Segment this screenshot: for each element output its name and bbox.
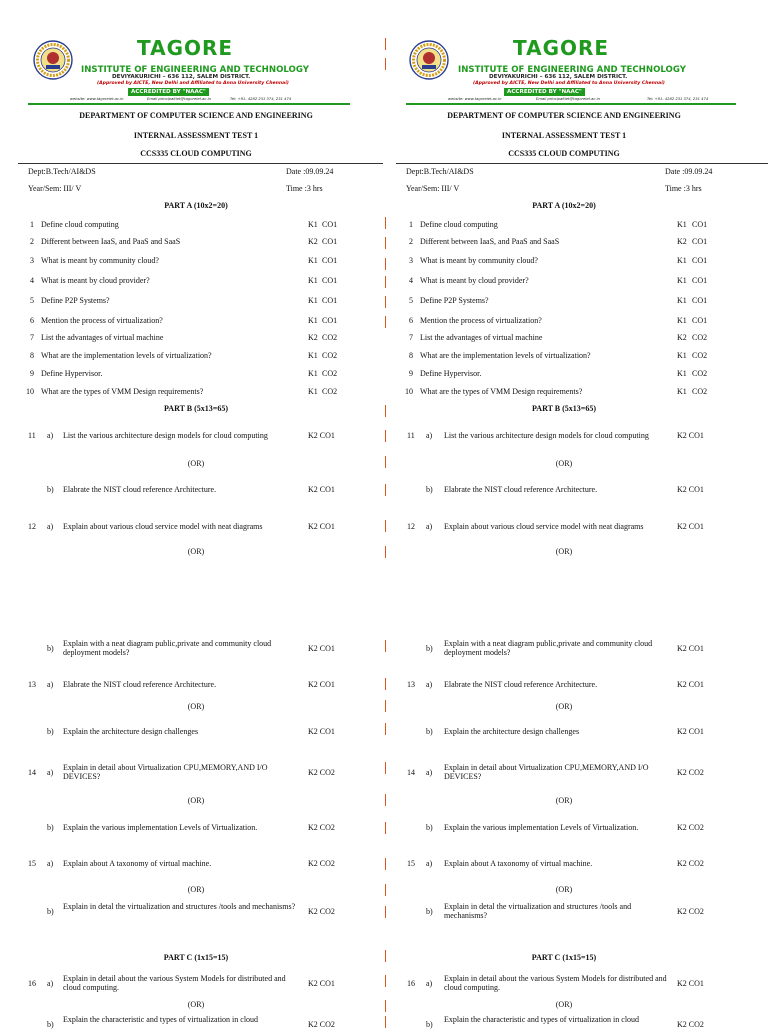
question-text: What is meant by cloud provider? <box>420 276 529 285</box>
question-number: 12 <box>407 522 415 531</box>
question-number: 16 <box>407 979 415 988</box>
course-outcome: CO2 <box>692 387 708 396</box>
date-label: Date :09.09.24 <box>286 167 334 176</box>
marks-code: K2 CO1 <box>308 644 335 653</box>
question-number: 11 <box>28 431 36 440</box>
test-title: INTERNAL ASSESSMENT TEST 1 <box>133 131 259 140</box>
question-text: Explain in detail about Virtualization CPU,MEMORY,AND I/O DEVICES? <box>444 763 649 781</box>
separator-mark <box>385 975 386 987</box>
marks-code: K2 CO2 <box>308 768 335 777</box>
separator-mark <box>385 858 386 870</box>
question-number: 12 <box>28 522 36 531</box>
marks-code: K2 CO2 <box>677 907 704 916</box>
sub-label: a) <box>47 431 54 440</box>
separator-mark <box>385 316 386 328</box>
marks-code: K2 CO2 <box>308 859 335 868</box>
phone-text: Tel: +91- 4282 231 374, 231 474 <box>647 97 709 101</box>
knowledge-level: K1 <box>308 351 318 360</box>
knowledge-level: K1 <box>677 351 687 360</box>
time-label: Time :3 hrs <box>286 184 323 193</box>
or-label: (OR) <box>187 885 205 894</box>
sub-label: b) <box>426 644 433 653</box>
year-label: Year/Sem: III/ V <box>28 184 82 193</box>
part-c-title: PART C (1x15=15) <box>163 953 229 962</box>
separator-mark <box>385 794 386 806</box>
header-divider <box>28 103 350 105</box>
part-c-title: PART C (1x15=15) <box>531 953 597 962</box>
separator-mark <box>385 58 386 70</box>
separator-mark <box>385 520 386 532</box>
sub-label: a) <box>426 431 433 440</box>
sub-label: a) <box>426 522 433 531</box>
question-text: Mention the process of virtualization? <box>420 316 542 325</box>
college-logo <box>409 40 449 80</box>
knowledge-level: K1 <box>308 256 318 265</box>
question-number: 3 <box>409 256 413 265</box>
paper-copy-right <box>386 0 768 1029</box>
separator-mark <box>385 217 386 229</box>
marks-code: K2 CO1 <box>677 485 704 494</box>
or-label: (OR) <box>555 885 573 894</box>
knowledge-level: K2 <box>677 333 687 342</box>
question-text: What are the types of VMM Design requirements? <box>420 387 583 396</box>
question-number: 6 <box>409 316 413 325</box>
course-outcome: CO1 <box>692 256 708 265</box>
separator-mark <box>385 762 386 774</box>
question-number: 4 <box>409 276 413 285</box>
course-outcome: CO1 <box>322 256 338 265</box>
sub-label: b) <box>426 485 433 494</box>
test-title: INTERNAL ASSESSMENT TEST 1 <box>501 131 627 140</box>
question-text: What is meant by community cloud? <box>420 256 538 265</box>
question-text: Explain the various implementation Levels of Virtualization. <box>63 823 258 832</box>
separator-mark <box>385 1016 386 1028</box>
college-name: TAGORE <box>513 36 610 60</box>
question-number: 6 <box>30 316 34 325</box>
approval-line: (Approved by AICTE, New Delhi and Affiliated to Anna University Chennai) <box>97 81 289 86</box>
question-text: What are the types of VMM Design requirements? <box>41 387 204 396</box>
sub-label: a) <box>426 680 433 689</box>
knowledge-level: K1 <box>308 316 318 325</box>
question-number: 15 <box>28 859 36 868</box>
sub-label: b) <box>47 823 54 832</box>
email-text: Email principaltiet@tagoreiet.ac.in <box>536 97 600 101</box>
question-number: 16 <box>28 979 36 988</box>
question-number: 1 <box>409 220 413 229</box>
question-number: 4 <box>30 276 34 285</box>
table-rule <box>396 163 768 164</box>
question-text: Explain about various cloud service model with neat diagrams <box>63 522 263 531</box>
separator-mark <box>385 640 386 652</box>
marks-code: K2 CO1 <box>677 979 704 988</box>
question-text: Elabrate the NIST cloud reference Architecture. <box>63 485 217 494</box>
question-text: Explain with a neat diagram public,private and community cloud deployment models? <box>63 639 272 657</box>
question-text: Define P2P Systems? <box>41 296 110 305</box>
course-title: CCS335 CLOUD COMPUTING <box>508 149 620 158</box>
question-number: 3 <box>30 256 34 265</box>
knowledge-level: K1 <box>677 316 687 325</box>
sub-label: a) <box>47 859 54 868</box>
question-number: 13 <box>407 680 415 689</box>
website-text: website: www.tagoreiet.ac.in <box>448 97 502 101</box>
sub-label: b) <box>47 644 54 653</box>
separator-mark <box>385 723 386 735</box>
time-label: Time :3 hrs <box>665 184 702 193</box>
question-number: 9 <box>409 369 413 378</box>
separator-mark <box>385 38 386 50</box>
sub-label: a) <box>47 680 54 689</box>
email-text: Email principaltiet@tagoreiet.ac.in <box>147 97 211 101</box>
institute-name: INSTITUTE OF ENGINEERING AND TECHNOLOGY <box>81 65 309 75</box>
college-name: TAGORE <box>137 36 234 60</box>
course-outcome: CO1 <box>692 237 708 246</box>
separator-mark <box>385 296 386 308</box>
question-number: 7 <box>409 333 413 342</box>
question-text: Elabrate the NIST cloud reference Architecture. <box>444 680 598 689</box>
marks-code: K2 CO1 <box>308 522 335 531</box>
marks-code: K2 CO1 <box>677 727 704 736</box>
sub-label: b) <box>426 823 433 832</box>
question-number: 14 <box>407 768 415 777</box>
question-text: Explain about A taxonomy of virtual machine. <box>63 859 212 868</box>
knowledge-level: K2 <box>308 237 318 246</box>
college-logo <box>33 40 73 80</box>
question-text: Explain the architecture design challenges <box>63 727 199 736</box>
question-text: Explain in detal the virtualization and structures /tools and mechanisms? <box>63 902 296 911</box>
sub-label: a) <box>47 979 54 988</box>
knowledge-level: K1 <box>308 387 318 396</box>
question-number: 1 <box>30 220 34 229</box>
sub-label: b) <box>47 727 54 736</box>
accreditation-badge: ACCREDITED BY "NAAC" <box>504 88 585 96</box>
sub-label: b) <box>426 727 433 736</box>
question-text: Explain in detal the virtualization and structures /tools and mechanisms? <box>444 902 632 920</box>
question-text: Explain the architecture design challenges <box>444 727 580 736</box>
separator-mark <box>385 546 386 558</box>
separator-mark <box>385 456 386 468</box>
course-outcome: CO2 <box>692 369 708 378</box>
knowledge-level: K1 <box>308 296 318 305</box>
separator-mark <box>385 258 386 270</box>
accreditation-badge: ACCREDITED BY "NAAC" <box>128 88 209 96</box>
separator-mark <box>385 430 386 442</box>
or-label: (OR) <box>555 547 573 556</box>
course-outcome: CO1 <box>322 296 338 305</box>
knowledge-level: K1 <box>308 369 318 378</box>
separator-mark <box>385 484 386 496</box>
question-text: Elabrate the NIST cloud reference Architecture. <box>444 485 598 494</box>
marks-code: K2 CO1 <box>308 727 335 736</box>
course-title: CCS335 CLOUD COMPUTING <box>140 149 252 158</box>
question-text: Explain in detail about the various System Models for distributed and cloud computing. <box>444 974 667 992</box>
dept-label: Dept:B.Tech/AI&DS <box>406 167 474 176</box>
marks-code: K2 CO2 <box>308 1020 335 1029</box>
or-label: (OR) <box>555 796 573 805</box>
question-text: What are the implementation levels of virtualization? <box>420 351 591 360</box>
course-outcome: CO1 <box>322 276 338 285</box>
knowledge-level: K2 <box>308 333 318 342</box>
marks-code: K2 CO2 <box>677 859 704 868</box>
or-label: (OR) <box>187 796 205 805</box>
sub-label: a) <box>426 859 433 868</box>
question-text: Explain with a neat diagram public,private and community cloud deployment models? <box>444 639 653 657</box>
knowledge-level: K1 <box>677 276 687 285</box>
separator-mark <box>385 950 386 962</box>
separator-mark <box>385 405 386 417</box>
or-label: (OR) <box>187 702 205 711</box>
question-text: Mention the process of virtualization? <box>41 316 163 325</box>
separator-mark <box>385 237 386 249</box>
knowledge-level: K1 <box>677 369 687 378</box>
question-text: List the advantages of virtual machine <box>41 333 164 342</box>
marks-code: K2 CO1 <box>677 680 704 689</box>
question-number: 7 <box>30 333 34 342</box>
sub-label: b) <box>47 1020 54 1029</box>
course-outcome: CO2 <box>692 333 708 342</box>
question-text: What is meant by cloud provider? <box>41 276 150 285</box>
year-label: Year/Sem: III/ V <box>406 184 460 193</box>
separator-mark <box>385 276 386 288</box>
table-rule <box>18 163 383 164</box>
separator-mark <box>385 822 386 834</box>
college-address: DEVIYAKURICHI – 636 112, SALEM DISTRICT. <box>112 74 251 80</box>
marks-code: K2 CO1 <box>677 522 704 531</box>
question-text: Define P2P Systems? <box>420 296 489 305</box>
dept-label: Dept:B.Tech/AI&DS <box>28 167 96 176</box>
part-b-title: PART B (5x13=65) <box>532 404 596 413</box>
course-outcome: CO2 <box>322 351 338 360</box>
institute-name: INSTITUTE OF ENGINEERING AND TECHNOLOGY <box>458 65 686 75</box>
college-address: DEVIYAKURICHI – 636 112, SALEM DISTRICT. <box>489 74 628 80</box>
marks-code: K2 CO1 <box>677 431 704 440</box>
separator-mark <box>385 884 386 896</box>
question-number: 10 <box>26 387 34 396</box>
sub-label: b) <box>47 907 54 916</box>
marks-code: K2 CO2 <box>677 768 704 777</box>
or-label: (OR) <box>187 547 205 556</box>
question-text: Explain the characteristic and types of virtualization in cloud <box>444 1015 640 1024</box>
question-number: 11 <box>407 431 415 440</box>
course-outcome: CO1 <box>692 276 708 285</box>
question-text: List the various architecture design models for cloud computing <box>63 431 268 440</box>
course-outcome: CO1 <box>322 220 338 229</box>
course-outcome: CO2 <box>692 351 708 360</box>
sub-label: a) <box>47 768 54 777</box>
marks-code: K2 CO2 <box>677 823 704 832</box>
question-text: Define Hypervisor. <box>420 369 482 378</box>
approval-line: (Approved by AICTE, New Delhi and Affiliated to Anna University Chennai) <box>473 81 665 86</box>
question-text: Define cloud computing <box>420 220 498 229</box>
knowledge-level: K1 <box>677 220 687 229</box>
part-a-title: PART A (10x2=20) <box>164 201 228 210</box>
marks-code: K2 CO2 <box>308 823 335 832</box>
sub-label: b) <box>426 907 433 916</box>
question-text: Explain the characteristic and types of virtualization in cloud <box>63 1015 259 1024</box>
date-label: Date :09.09.24 <box>665 167 713 176</box>
sub-label: b) <box>426 1020 433 1029</box>
knowledge-level: K1 <box>308 276 318 285</box>
question-number: 2 <box>30 237 34 246</box>
question-text: Elabrate the NIST cloud reference Architecture. <box>63 680 217 689</box>
header-divider <box>406 103 736 105</box>
department-title: DEPARTMENT OF COMPUTER SCIENCE AND ENGINEERING <box>79 111 313 120</box>
separator-mark <box>385 906 386 918</box>
question-text: What are the implementation levels of virtualization? <box>41 351 212 360</box>
phone-text: Tel: +91- 4282 231 374, 231 474 <box>230 97 292 101</box>
website-text: website: www.tagoreiet.ac.in <box>70 97 124 101</box>
part-a-title: PART A (10x2=20) <box>532 201 596 210</box>
course-outcome: CO2 <box>322 369 338 378</box>
knowledge-level: K1 <box>677 256 687 265</box>
course-outcome: CO1 <box>322 237 338 246</box>
knowledge-level: K1 <box>677 387 687 396</box>
question-number: 8 <box>30 351 34 360</box>
marks-code: K2 CO1 <box>677 644 704 653</box>
course-outcome: CO2 <box>322 387 338 396</box>
knowledge-level: K2 <box>677 237 687 246</box>
marks-code: K2 CO1 <box>308 680 335 689</box>
separator-mark <box>385 1000 386 1012</box>
course-outcome: CO1 <box>692 220 708 229</box>
separator-mark <box>385 678 386 690</box>
question-number: 13 <box>28 680 36 689</box>
question-text: Explain in detail about the various System Models for distributed and cloud computing. <box>63 974 286 992</box>
course-outcome: CO2 <box>322 333 338 342</box>
question-number: 8 <box>409 351 413 360</box>
sub-label: b) <box>47 485 54 494</box>
question-text: Different between IaaS, and PaaS and SaaS <box>420 237 560 246</box>
question-text: Explain about various cloud service model with neat diagrams <box>444 522 644 531</box>
question-text: Explain about A taxonomy of virtual machine. <box>444 859 593 868</box>
knowledge-level: K1 <box>308 220 318 229</box>
course-outcome: CO1 <box>322 316 338 325</box>
marks-code: K2 CO2 <box>308 907 335 916</box>
question-text: Define Hypervisor. <box>41 369 103 378</box>
sub-label: a) <box>47 522 54 531</box>
marks-code: K2 CO1 <box>308 431 335 440</box>
question-text: List the advantages of virtual machine <box>420 333 543 342</box>
marks-code: K2 CO2 <box>677 1020 704 1029</box>
question-text: Explain in detail about Virtualization CPU,MEMORY,AND I/O DEVICES? <box>63 763 268 781</box>
question-text: Explain the various implementation Levels of Virtualization. <box>444 823 639 832</box>
question-text: What is meant by community cloud? <box>41 256 159 265</box>
knowledge-level: K1 <box>677 296 687 305</box>
or-label: (OR) <box>555 459 573 468</box>
department-title: DEPARTMENT OF COMPUTER SCIENCE AND ENGINEERING <box>447 111 681 120</box>
marks-code: K2 CO1 <box>308 979 335 988</box>
question-number: 9 <box>30 369 34 378</box>
question-number: 5 <box>30 296 34 305</box>
part-b-title: PART B (5x13=65) <box>164 404 228 413</box>
sub-label: a) <box>426 979 433 988</box>
sub-label: a) <box>426 768 433 777</box>
or-label: (OR) <box>555 702 573 711</box>
question-number: 14 <box>28 768 36 777</box>
question-number: 15 <box>407 859 415 868</box>
paper-copy-left <box>0 0 383 1029</box>
or-label: (OR) <box>187 1000 205 1009</box>
question-text: List the various architecture design models for cloud computing <box>444 431 649 440</box>
question-number: 2 <box>409 237 413 246</box>
question-number: 10 <box>405 387 413 396</box>
marks-code: K2 CO1 <box>308 485 335 494</box>
or-label: (OR) <box>555 1000 573 1009</box>
question-text: Define cloud computing <box>41 220 119 229</box>
question-number: 5 <box>409 296 413 305</box>
question-text: Different between IaaS, and PaaS and SaaS <box>41 237 181 246</box>
separator-mark <box>385 700 386 712</box>
course-outcome: CO1 <box>692 296 708 305</box>
course-outcome: CO1 <box>692 316 708 325</box>
or-label: (OR) <box>187 459 205 468</box>
